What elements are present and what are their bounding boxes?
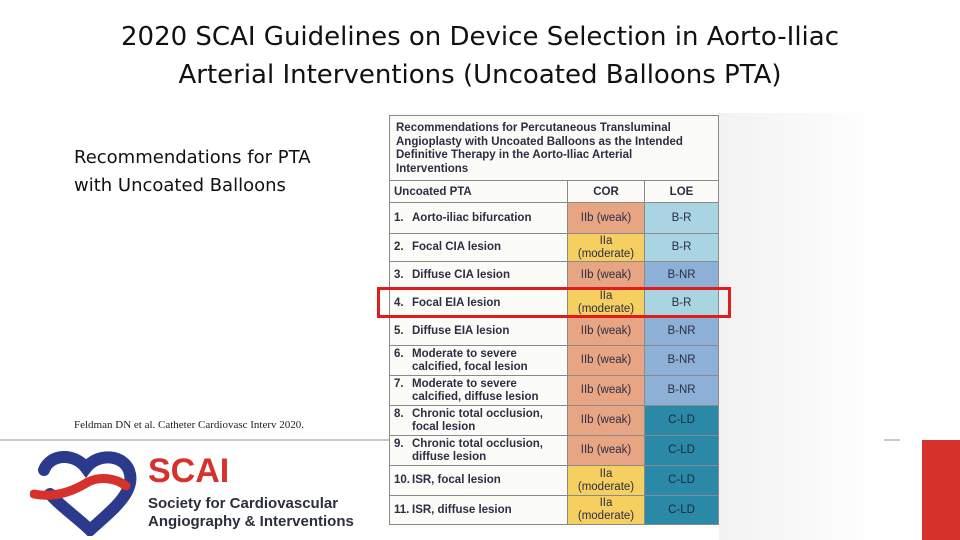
row-loe: C-LD: [645, 466, 719, 496]
row-cor: IIa (moderate): [568, 496, 645, 525]
table-row: [390, 346, 719, 376]
row-cor: IIb (weak): [568, 318, 645, 346]
row-loe: B-NR: [645, 376, 719, 406]
subheading-line2: with Uncoated Balloons: [74, 175, 286, 196]
highlight-box-focal-eia: [377, 287, 731, 318]
row-lesion: 6. Moderate to severe calcified, focal lesion: [390, 346, 568, 376]
table-image-background: [719, 113, 884, 540]
row-cor: IIa (moderate): [568, 234, 645, 262]
row-loe: B-R: [645, 289, 719, 318]
row-lesion: 8. Chronic total occlusion, focal lesion: [390, 406, 568, 436]
table-caption: Recommendations for Percutaneous Transluminal Angioplasty with Uncoated Balloons as the Intended Definitive Therapy in the Aorto-Iliac Arterial Interventions: [390, 116, 719, 181]
slide-title-line2: Arterial Interventions (Uncoated Balloons PTA): [178, 60, 782, 90]
citation: Feldman DN et al. Catheter Cardiovasc Interv 2020.: [74, 419, 305, 431]
logo-tagline-line2: Angiography & Interventions: [148, 513, 354, 530]
table-header-row: [390, 181, 719, 203]
row-lesion: 3. Diffuse CIA lesion: [390, 262, 568, 289]
subheading-line1: Recommendations for PTA: [74, 147, 311, 168]
column-header-lesion: Uncoated PTA: [390, 181, 568, 203]
row-cor: IIb (weak): [568, 376, 645, 406]
row-cor: IIa (moderate): [568, 466, 645, 496]
column-header-cor: COR: [568, 181, 645, 203]
table-row: [390, 203, 719, 234]
row-cor: IIb (weak): [568, 436, 645, 466]
row-lesion: 11. ISR, diffuse lesion: [390, 496, 568, 525]
row-loe: C-LD: [645, 436, 719, 466]
table-row: [390, 496, 719, 525]
table-row: [390, 234, 719, 262]
slide-subheading: [74, 144, 311, 200]
scai-logo: [30, 448, 360, 536]
heart-logo-icon: [30, 448, 142, 536]
row-loe: B-NR: [645, 318, 719, 346]
row-loe: B-NR: [645, 262, 719, 289]
slide-title-line1: 2020 SCAI Guidelines on Device Selection in Aorto-Iliac: [120, 22, 839, 52]
footer-accent-block: [922, 440, 960, 540]
row-loe: B-R: [645, 203, 719, 234]
row-loe: C-LD: [645, 496, 719, 525]
table-caption-row: [390, 116, 719, 181]
row-lesion: 1. Aorto-iliac bifurcation: [390, 203, 568, 234]
row-lesion: 5. Diffuse EIA lesion: [390, 318, 568, 346]
row-loe: B-R: [645, 234, 719, 262]
row-lesion: 2. Focal CIA lesion: [390, 234, 568, 262]
row-loe: C-LD: [645, 406, 719, 436]
table-row: [390, 318, 719, 346]
row-loe: B-NR: [645, 346, 719, 376]
row-cor: IIa (moderate): [568, 289, 645, 318]
row-cor: IIb (weak): [568, 203, 645, 234]
row-lesion: 9. Chronic total occlusion, diffuse lesion: [390, 436, 568, 466]
table-row: [390, 376, 719, 406]
table-row: [390, 406, 719, 436]
row-cor: IIb (weak): [568, 406, 645, 436]
table-row: [390, 262, 719, 289]
row-lesion: 10. ISR, focal lesion: [390, 466, 568, 496]
recommendations-table: [389, 115, 719, 525]
slide-title: [60, 18, 900, 94]
row-cor: IIb (weak): [568, 262, 645, 289]
table-row: [390, 466, 719, 496]
row-lesion: 7. Moderate to severe calcified, diffuse lesion: [390, 376, 568, 406]
logo-tagline-line1: Society for Cardiovascular: [148, 495, 339, 512]
row-cor: IIb (weak): [568, 346, 645, 376]
logo-wordmark: SCAI: [148, 452, 230, 490]
row-lesion: 4. Focal EIA lesion: [390, 289, 568, 318]
column-header-loe: LOE: [645, 181, 719, 203]
table-row: [390, 436, 719, 466]
